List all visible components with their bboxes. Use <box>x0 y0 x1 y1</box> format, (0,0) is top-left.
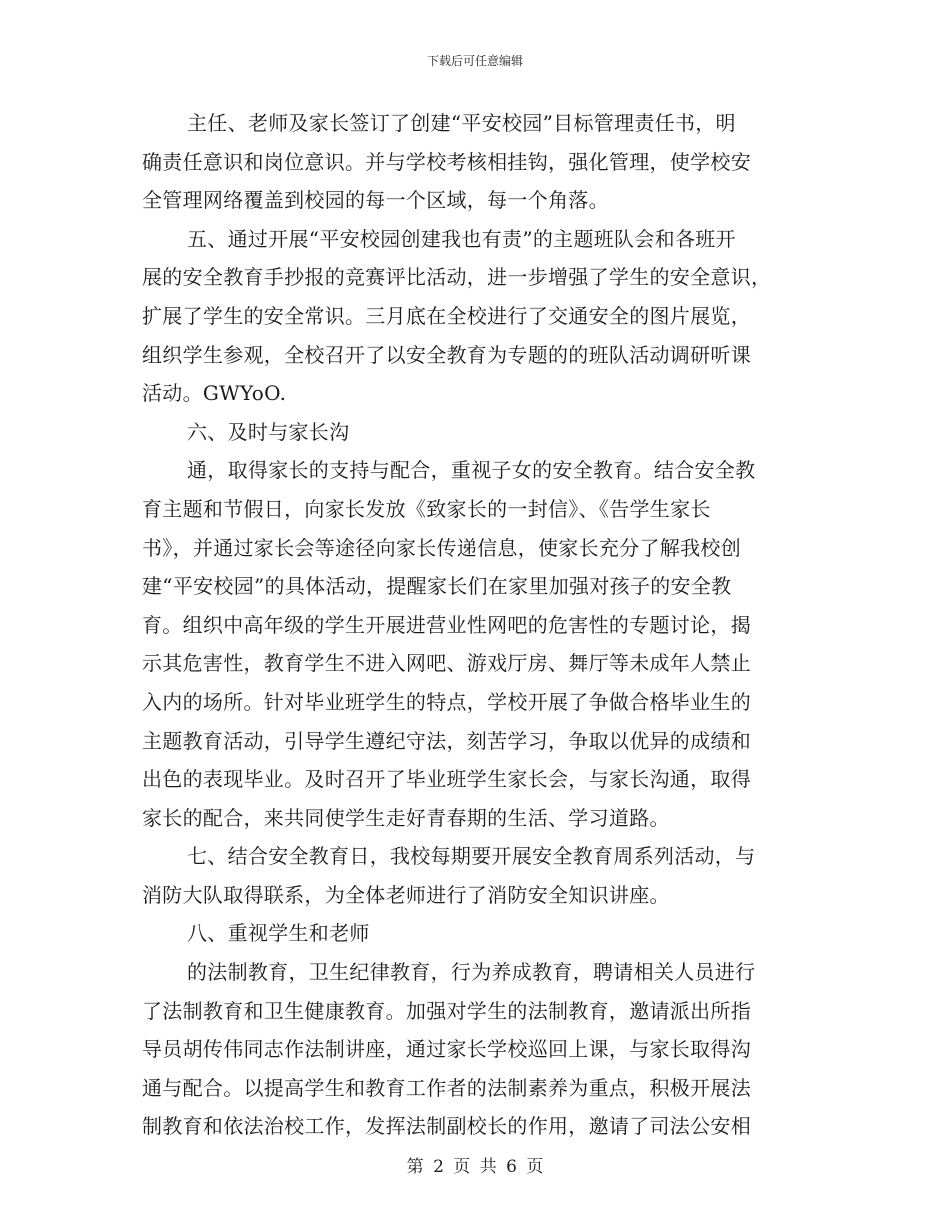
text-line: 扩展了学生的安全常识。三月底在全校进行了交通安全的图片展览， <box>142 303 751 328</box>
text-line: 育。组织中高年级的学生开展进营业性网吧的危害性的专题讨论，揭 <box>142 612 751 637</box>
text-line: 确责任意识和岗位意识。并与学校考核相挂钩，强化管理，使学校安 <box>142 149 751 174</box>
text-line: 全管理网络覆盖到校园的每一个区域，每一个角落。 <box>142 188 609 213</box>
text-line: 建“平安校园”的具体活动，提醒家长们在家里加强对孩子的安全教 <box>142 574 732 599</box>
text-line: 八、重视学生和老师 <box>187 921 370 946</box>
text-line: 展的安全教育手抄报的竞赛评比活动，进一步增强了学生的安全意识， <box>142 265 772 290</box>
document-body <box>142 104 810 1146</box>
text-line: 六、及时与家长沟 <box>187 419 350 444</box>
text-line: 家长的配合，来共同使学生走好青春期的生活、学习道路。 <box>142 805 670 830</box>
text-line: 育主题和节假日，向家长发放《致家长的一封信》、《告学生家长 <box>142 496 711 521</box>
text-line: 的法制教育，卫生纪律教育，行为养成教育，聘请相关人员进行 <box>187 960 756 985</box>
text-line: 七、结合安全教育日，我校每期要开展安全教育周系列活动，与 <box>187 844 756 869</box>
text-line: 书》，并通过家长会等途径向家长传递信息，使家长充分了解我校创 <box>142 535 741 560</box>
text-line: 主题教育活动，引导学生遵纪守法，刻苦学习，争取以优异的成绩和 <box>142 728 751 753</box>
text-line: 活动。GWYoO. <box>142 381 287 406</box>
text-line: 通与配合。以提高学生和教育工作者的法制素养为重点，积极开展法 <box>142 1075 751 1100</box>
text-line: 示其危害性，教育学生不进入网吧、游戏厅房、舞厅等未成年人禁止 <box>142 651 751 676</box>
text-line: 了法制教育和卫生健康教育。加强对学生的法制教育，邀请派出所指 <box>142 998 751 1023</box>
text-line: 出色的表现毕业。及时召开了毕业班学生家长会，与家长沟通，取得 <box>142 767 751 792</box>
page-footer: 第 2 页 共 6 页 <box>406 1157 544 1177</box>
text-line: 主任、老师及家长签订了创建“平安校园”目标管理责任书，明 <box>187 111 736 135</box>
text-line: 制教育和依法治校工作，发挥法制副校长的作用，邀请了司法公安相 <box>142 1114 751 1139</box>
text-line: 消防大队取得联系，为全体老师进行了消防安全知识讲座。 <box>142 882 670 907</box>
text-line: 入内的场所。针对毕业班学生的特点，学校开展了争做合格毕业生的 <box>142 689 751 714</box>
text-line: 通，取得家长的支持与配合，重视子女的安全教育。结合安全教 <box>187 458 756 483</box>
page-header: 下载后可任意编辑 <box>426 54 523 68</box>
text-line: 五、通过开展“平安校园创建我也有责”的主题班队会和各班开 <box>187 226 736 251</box>
text-line: 组织学生参观，全校召开了以安全教育为专题的的班队活动调研听课 <box>142 342 751 367</box>
text-line: 导员胡传伟同志作法制讲座，通过家长学校巡回上课，与家长取得沟 <box>142 1037 751 1062</box>
